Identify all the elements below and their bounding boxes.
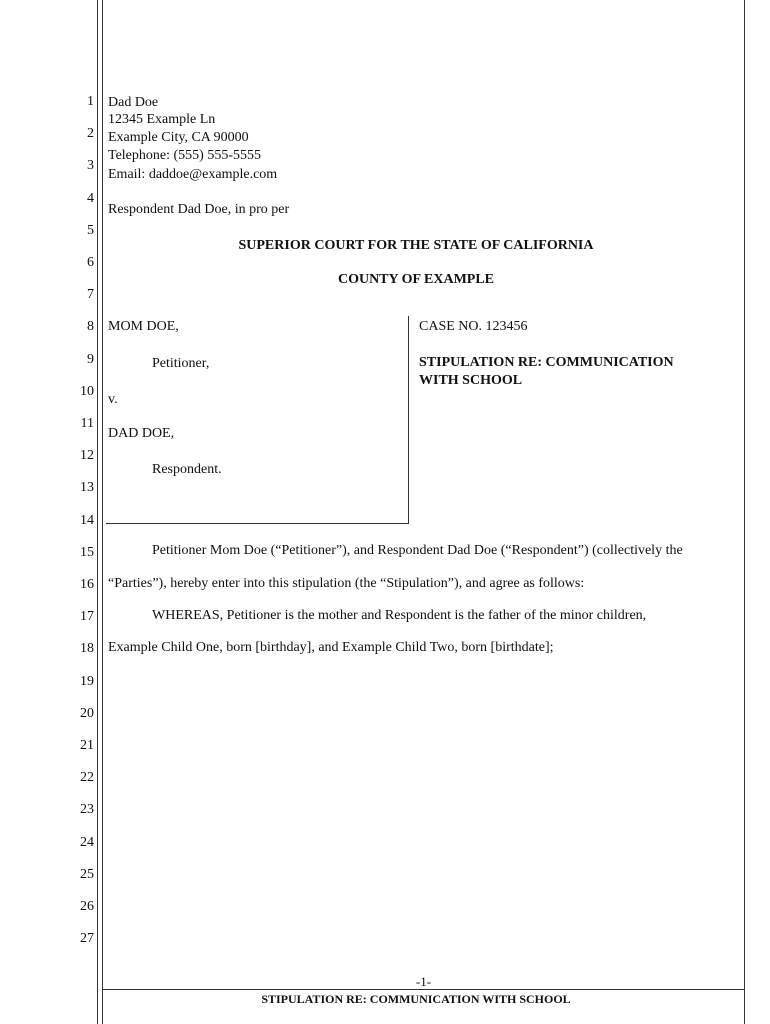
- case-number: CASE NO. 123456: [419, 319, 528, 334]
- line-number: 26: [80, 899, 94, 914]
- party-address-line2: Example City, CA 90000: [108, 130, 249, 145]
- line-number: 18: [80, 641, 94, 657]
- party-telephone: Telephone: (555) 555-5555: [108, 148, 261, 163]
- caption-petitioner-role: Petitioner,: [152, 356, 210, 371]
- line-number: 19: [80, 673, 94, 689]
- line-number: 20: [80, 705, 94, 721]
- line-number: 1: [87, 94, 94, 109]
- line-number: 4: [87, 190, 94, 206]
- line-number: 7: [87, 287, 94, 303]
- caption-respondent-name: DAD DOE,: [108, 426, 175, 441]
- line-number: 23: [80, 802, 94, 818]
- line-number: 11: [80, 416, 94, 431]
- party-address-line1: 12345 Example Ln: [108, 112, 216, 127]
- page-number: -1-: [415, 974, 432, 989]
- document-title-line2: WITH SCHOOL: [419, 373, 523, 388]
- line-number: 3: [87, 158, 94, 174]
- line-number: 9: [87, 351, 94, 367]
- line-number: 13: [80, 480, 94, 496]
- line-number: 15: [80, 544, 94, 560]
- footer-rule: [103, 989, 744, 990]
- line-number: 21: [80, 738, 94, 753]
- paragraph-2-line-1: WHEREAS, Petitioner is the mother and Respondent is the father of the minor children,: [152, 608, 647, 623]
- court-county: COUNTY OF EXAMPLE: [337, 272, 495, 287]
- caption-petitioner-name: MOM DOE,: [108, 319, 179, 334]
- line-number: 17: [80, 609, 94, 625]
- line-number: 22: [80, 770, 94, 786]
- line-number: 12: [80, 448, 94, 464]
- caption-versus: v.: [108, 392, 118, 407]
- left-margin-rule-outer: [97, 0, 98, 1024]
- paragraph-1-line-2: “Parties”), hereby enter into this stipulation (the “Stipulation”), and agree as follows:: [108, 576, 585, 591]
- paragraph-1-line-1: Petitioner Mom Doe (“Petitioner”), and Respondent Dad Doe (“Respondent”) (collectively the: [152, 543, 683, 558]
- line-number: 10: [80, 383, 94, 399]
- line-number: 27: [80, 931, 94, 947]
- caption-bottom-rule: [106, 523, 409, 524]
- caption-divider: [408, 316, 409, 523]
- document-title-line1: STIPULATION RE: COMMUNICATION: [419, 355, 674, 370]
- left-margin-rule-inner: [102, 0, 103, 1024]
- appearance-line: Respondent Dad Doe, in pro per: [108, 202, 290, 217]
- party-email: Email: daddoe@example.com: [108, 167, 278, 182]
- footer-title: STIPULATION RE: COMMUNICATION WITH SCHOOL: [261, 992, 571, 1006]
- line-number: 25: [80, 866, 94, 882]
- court-name: SUPERIOR COURT FOR THE STATE OF CALIFORNIA: [238, 238, 594, 253]
- line-number: 2: [87, 126, 94, 142]
- line-number: 24: [80, 834, 94, 850]
- line-number: 5: [87, 222, 94, 238]
- line-number: 14: [80, 512, 94, 528]
- right-margin-rule: [744, 0, 745, 1024]
- line-number: 8: [87, 319, 94, 335]
- paragraph-2-line-2: Example Child One, born [birthday], and Example Child Two, born [birthdate];: [108, 640, 554, 655]
- caption-respondent-role: Respondent.: [152, 462, 222, 477]
- line-number: 6: [87, 255, 94, 270]
- party-name: Dad Doe: [108, 95, 159, 110]
- line-number: 16: [80, 577, 94, 592]
